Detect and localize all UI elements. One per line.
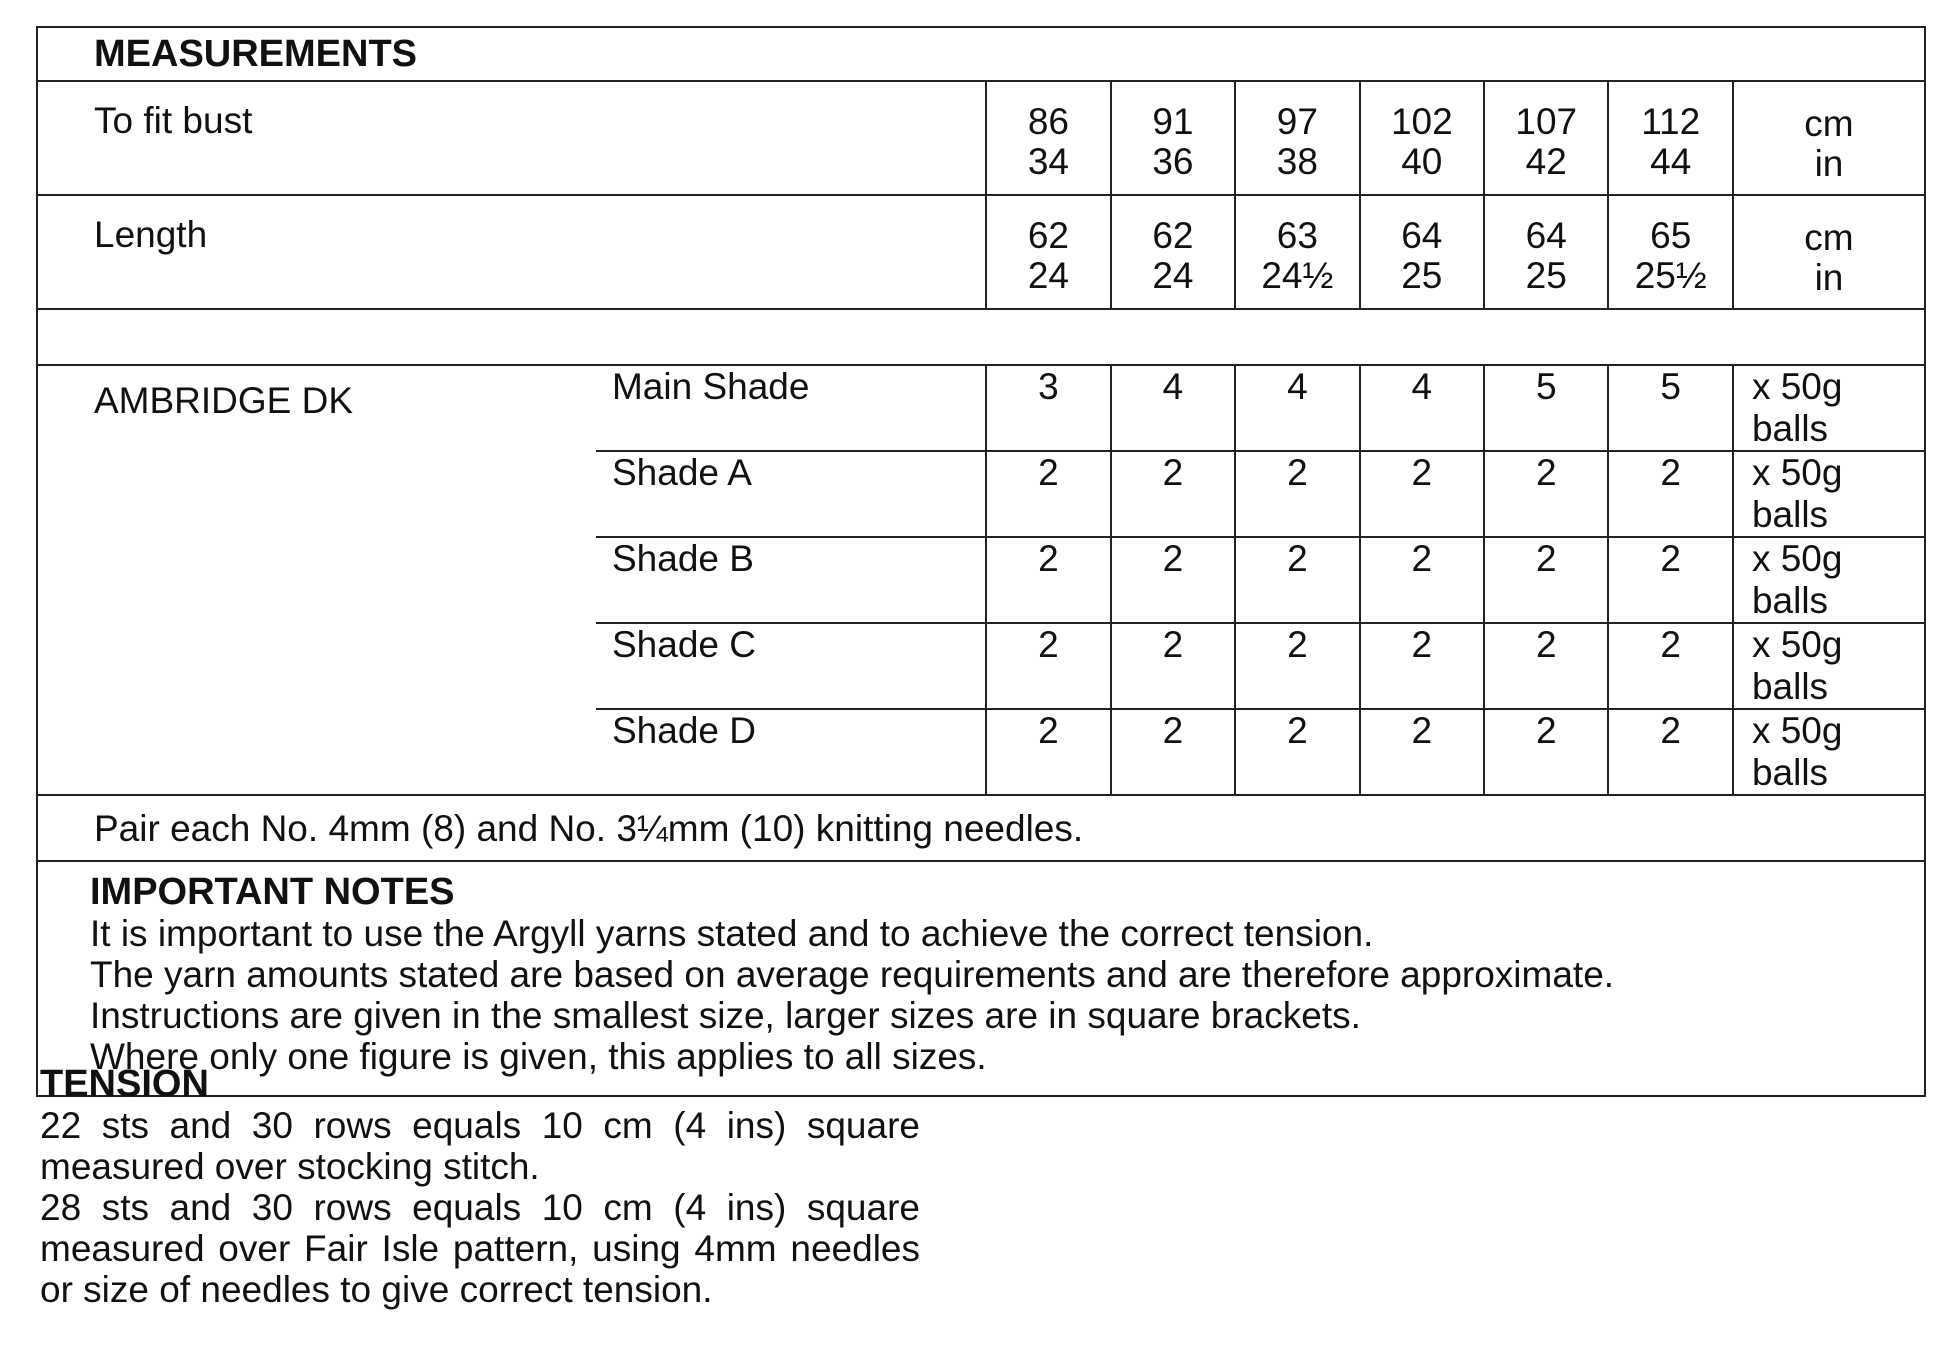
- length-label: Length: [37, 195, 986, 309]
- ball-count: 2: [1360, 623, 1484, 709]
- measurements-title: MEASUREMENTS: [37, 27, 1925, 81]
- note-line: Where only one figure is given, this applies to all sizes.: [90, 1036, 987, 1077]
- ball-unit: x 50g balls: [1733, 537, 1925, 623]
- length-cm: 62: [1027, 215, 1070, 256]
- bust-in: 42: [1525, 141, 1567, 182]
- tension-section: [40, 1064, 920, 1310]
- shade-name: Shade C: [596, 623, 986, 709]
- ball-count: 2: [1360, 709, 1484, 795]
- note-line: The yarn amounts stated are based on average requirements and are therefore approximate.: [90, 954, 1615, 995]
- ball-count: 2: [1608, 623, 1732, 709]
- shade-name: Shade D: [596, 709, 986, 795]
- length-size-cell: [1360, 195, 1484, 309]
- length-in: 24: [1027, 255, 1070, 296]
- ball-count: 2: [1111, 537, 1235, 623]
- yarn-row: [37, 365, 1925, 451]
- ball-count: 2: [1111, 623, 1235, 709]
- notes-title: IMPORTANT NOTES: [90, 871, 455, 913]
- unit-cm: cm: [1804, 103, 1854, 144]
- length-row: [37, 195, 1925, 309]
- yarn-brand: AMBRIDGE DK: [37, 365, 596, 795]
- note-line: Instructions are given in the smallest size, larger sizes are in square brackets.: [90, 995, 1361, 1036]
- length-cm: 64: [1401, 215, 1443, 256]
- tension-title: TENSION: [40, 1063, 209, 1105]
- tension-paragraph: 28 sts and 30 rows equals 10 cm (4 ins) square measured over Fair Isle pattern, using 4mm needles or size of needles to give correct tension.: [40, 1187, 920, 1310]
- ball-count: 2: [1360, 451, 1484, 537]
- bust-size-cell: [1360, 81, 1484, 195]
- ball-count: 2: [1235, 623, 1359, 709]
- unit-cm: cm: [1804, 217, 1854, 258]
- length-size-cell: [1111, 195, 1235, 309]
- bust-in: 40: [1401, 141, 1443, 182]
- ball-count: 2: [986, 537, 1110, 623]
- pattern-sheet: [36, 26, 1926, 1097]
- bust-size-cell: [1484, 81, 1608, 195]
- bust-label: To fit bust: [37, 81, 986, 195]
- ball-count: 2: [1235, 709, 1359, 795]
- shade-name: Main Shade: [596, 365, 986, 451]
- ball-count: 4: [1235, 365, 1359, 451]
- unit-in: in: [1814, 257, 1844, 298]
- ball-count: 2: [1608, 537, 1732, 623]
- ball-count: 5: [1608, 365, 1732, 451]
- ball-unit: x 50g balls: [1733, 623, 1925, 709]
- length-cm: 63: [1276, 215, 1318, 256]
- tension-paragraph: 22 sts and 30 rows equals 10 cm (4 ins) square measured over stocking stitch.: [40, 1105, 920, 1187]
- ball-count: 2: [1484, 709, 1608, 795]
- bust-cm: 97: [1276, 101, 1318, 142]
- length-size-cell: [1235, 195, 1359, 309]
- bust-cm: 102: [1390, 101, 1453, 142]
- note-line: It is important to use the Argyll yarns stated and to achieve the correct tension.: [90, 913, 1374, 954]
- ball-count: 2: [986, 709, 1110, 795]
- important-notes: [37, 861, 1925, 1096]
- length-in: 24½: [1261, 255, 1334, 296]
- length-cm: 62: [1152, 215, 1194, 256]
- ball-count: 2: [1484, 451, 1608, 537]
- ball-count: 4: [1360, 365, 1484, 451]
- bust-cm: 91: [1152, 101, 1194, 142]
- ball-count: 5: [1484, 365, 1608, 451]
- shade-name: Shade A: [596, 451, 986, 537]
- ball-unit: x 50g balls: [1733, 451, 1925, 537]
- ball-count: 4: [1111, 365, 1235, 451]
- bust-cm: 112: [1641, 101, 1701, 142]
- ball-count: 2: [1608, 709, 1732, 795]
- length-in: 25½: [1634, 255, 1707, 296]
- ball-count: 2: [1235, 537, 1359, 623]
- bust-in: 38: [1276, 141, 1318, 182]
- bust-cm: 86: [1027, 101, 1070, 142]
- length-in: 24: [1152, 255, 1194, 296]
- ball-count: 2: [1111, 451, 1235, 537]
- bust-row: [37, 81, 1925, 195]
- shade-name: Shade B: [596, 537, 986, 623]
- measurements-table: [36, 26, 1926, 1097]
- unit-in: in: [1814, 143, 1844, 184]
- bust-unit-cell: [1733, 81, 1925, 195]
- bust-in: 44: [1650, 141, 1692, 182]
- ball-unit: x 50g balls: [1733, 365, 1925, 451]
- ball-unit: x 50g balls: [1733, 709, 1925, 795]
- spacer-row: [37, 309, 1925, 365]
- ball-count: 3: [986, 365, 1110, 451]
- ball-count: 2: [986, 451, 1110, 537]
- needles-text: Pair each No. 4mm (8) and No. 3¼mm (10) knitting needles.: [37, 795, 1925, 861]
- ball-count: 2: [986, 623, 1110, 709]
- bust-size-cell: [1111, 81, 1235, 195]
- bust-in: 34: [1027, 141, 1070, 182]
- length-size-cell: [1608, 195, 1732, 309]
- ball-count: 2: [1608, 451, 1732, 537]
- bust-size-cell: [1235, 81, 1359, 195]
- length-in: 25: [1401, 255, 1443, 296]
- bust-size-cell: [1608, 81, 1732, 195]
- bust-in: 36: [1152, 141, 1194, 182]
- ball-count: 2: [1484, 623, 1608, 709]
- bust-cm: 107: [1515, 101, 1578, 142]
- bust-size-cell: [986, 81, 1110, 195]
- ball-count: 2: [1484, 537, 1608, 623]
- ball-count: 2: [1235, 451, 1359, 537]
- length-size-cell: [986, 195, 1110, 309]
- length-cm: 64: [1525, 215, 1567, 256]
- ball-count: 2: [1360, 537, 1484, 623]
- length-size-cell: [1484, 195, 1608, 309]
- length-cm: 65: [1650, 215, 1692, 256]
- length-unit-cell: [1733, 195, 1925, 309]
- ball-count: 2: [1111, 709, 1235, 795]
- length-in: 25: [1525, 255, 1567, 296]
